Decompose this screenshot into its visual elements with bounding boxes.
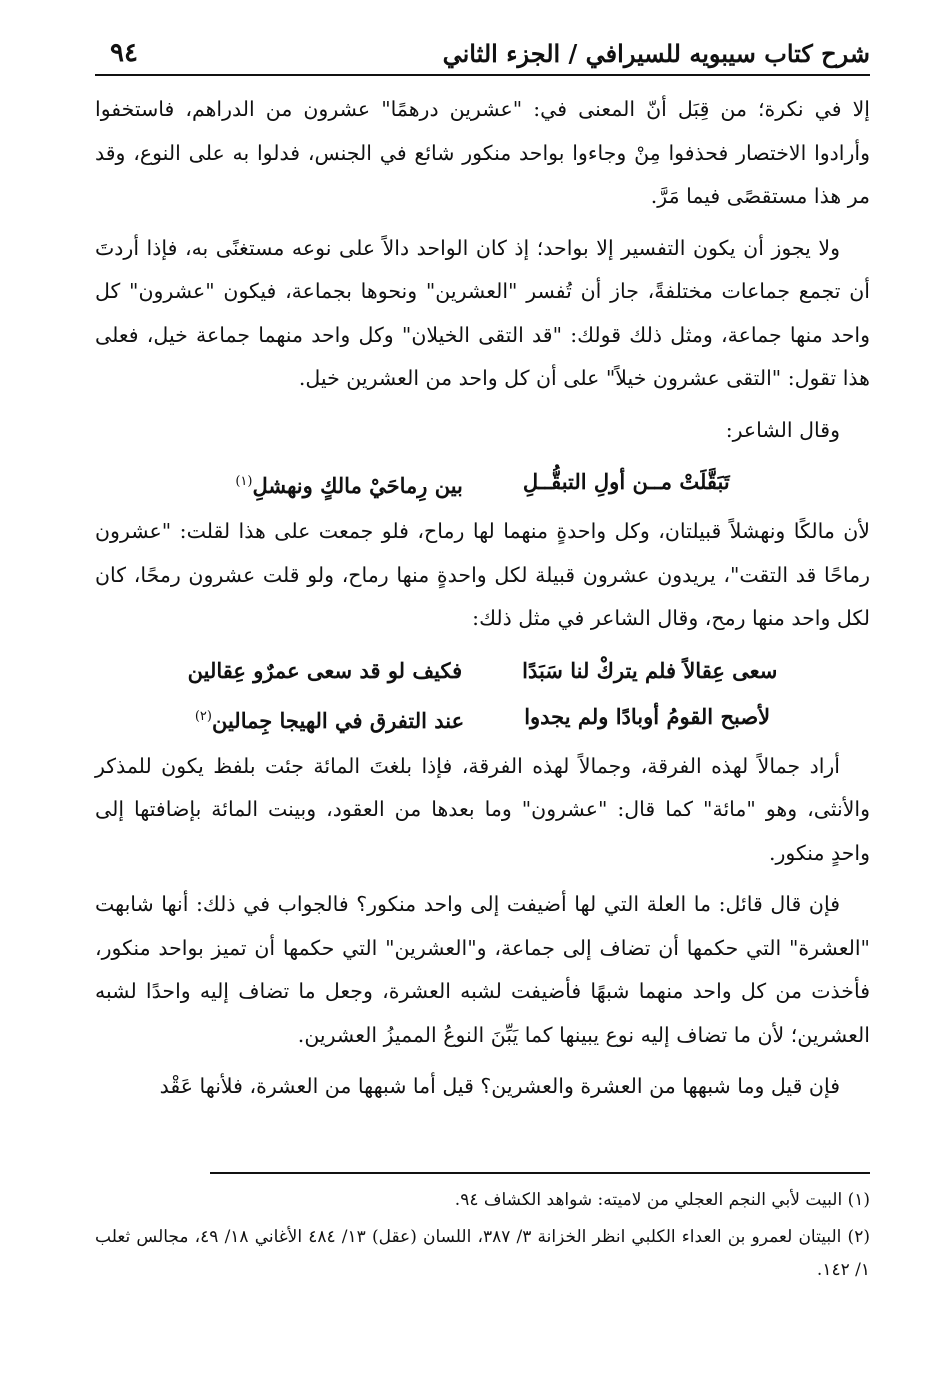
paragraph-6: فإن قال قائل: ما العلة التي لها أضيفت إلى واحد منكور؟ فالجواب في ذلك: أنها شابهت "العشرة" التي حكمها أن تضاف إلى جماعة، و"العشرين" التي حكمها أن تميز بواحد منكور، فأخذت من كل واحد منهما شبهًا فأضيفت لشبه العشرة، وجعل ما تضاف إليه واحدًا لشبه العشرين؛ لأن ما تضاف إليه نوع يبينها كما يَبِّنَ النوعُ المميزُ العشرين. (95, 892, 870, 1047)
verse-3-hemistich-2 (195, 695, 464, 743)
paragraph-2: ولا يجوز أن يكون التفسير إلا بواحد؛ إذ كان الواحد دالاً على نوعه مستغنًى به، فإذا أردتَ أن تجمع جماعات مختلفةً، جاز أن تُفسر "العشرين" ونحوها بجماعة، فيكون "عشرون" كل واحد منها جماعة، ومثل ذلك قولك: "قد التقى الخيلان" وكل واحد منهما جماعة خيل، فعلى هذا تقول: "التقى عشرون خيلاً" على أن كل واحد من العشرين خيل. (95, 235, 870, 390)
verse-3 (95, 695, 870, 743)
footnote-1: (١) البيت لأبي النجم العجلي من لاميته: شواهد الكشاف ٩٤. (454, 1190, 870, 1210)
verse-2-hemistich-1: سعى عِقالاً فلم يتركْ لنا سَبَدًا (522, 657, 778, 683)
paragraph-5: أراد جمالاً لهذه الفرقة، وجمالاً لهذه الفرقة، فإذا بلغتَ المائة جئت بلفظ يكون للمذكر والأنثى، وهو "مائة" كما قال: "عشرون" وما بعدها من العقود، وبينت المائة بإضافتها إلى واحدٍ منكور. (95, 753, 870, 865)
verse-1 (95, 460, 870, 508)
paragraph-7: فإن قيل وما شبهها من العشرة والعشرين؟ قيل أما شبهها من العشرة، فلأنها عَقْد (159, 1074, 840, 1098)
verse-2 (95, 649, 870, 693)
footnote-2: (٢) البيتان لعمرو بن العداء الكلبي انظر الخزانة ٣/ ٣٨٧، اللسان (عقل) ١٣/ ٤٨٤ الأغاني ١٨/ ٤٩، مجالس ثعلب ١/ ١٤٢. (95, 1227, 870, 1280)
page-number: ٩٤ (110, 38, 138, 68)
footnote-ref-2: (٢) (194, 708, 212, 724)
verse-1-hemistich-2 (235, 460, 463, 508)
footnote-ref-1: (١) (235, 474, 253, 489)
paragraph-1: إلا في نكرة؛ من قِبَل أنّ المعنى في: "عشرين درهمًا" عشرون من الدراهم، فاستخفوا وأرادوا الاختصار فحذفوا مِنْ وجاءوا بواحد منكور شائع في الجنس، فدلوا به على النوع، وقد مر هذا مستقصًى فيما مَرَّ. (95, 97, 870, 208)
footnotes (95, 1184, 870, 1291)
book-page (95, 22, 870, 1342)
verse-1-hemistich-2-text: بين رِماحَيْ مالكٍ ونهشلِ (252, 473, 463, 498)
verse-1-hemistich-1: تَبَقَّلَتْ مــن أولِ التبقُّــلِ (522, 469, 730, 494)
body-text (95, 88, 870, 1109)
verse-3-hemistich-2-text: عند التفرق في الهيجا جِمالين (211, 707, 465, 733)
header-title: شرح كتاب سيبويه للسيرافي / الجزء الثاني (442, 39, 870, 68)
verse-3-hemistich-1: لأصبح القومُ أوبادًا ولم يجدوا (524, 703, 771, 729)
footnote-separator (210, 1172, 870, 1174)
verse-2-hemistich-2: فكيف لو قد سعى عمرٌو عِقالين (187, 657, 463, 683)
page-header (95, 22, 870, 76)
paragraph-4: لأن مالكًا ونهشلاً قبيلتان، وكل واحدةٍ منهما لها رماح، فلو جمعت على هذا لقلت: "عشرون رماحًا قد التقت"، يريدون عشرون قبيلة لكل واحدةٍ منها رماح، ولو قلت عشرون رمحًا، كان لكل واحد منها رمح، وقال الشاعر في مثل ذلك: (95, 519, 870, 630)
paragraph-3: وقال الشاعر: (725, 417, 840, 442)
